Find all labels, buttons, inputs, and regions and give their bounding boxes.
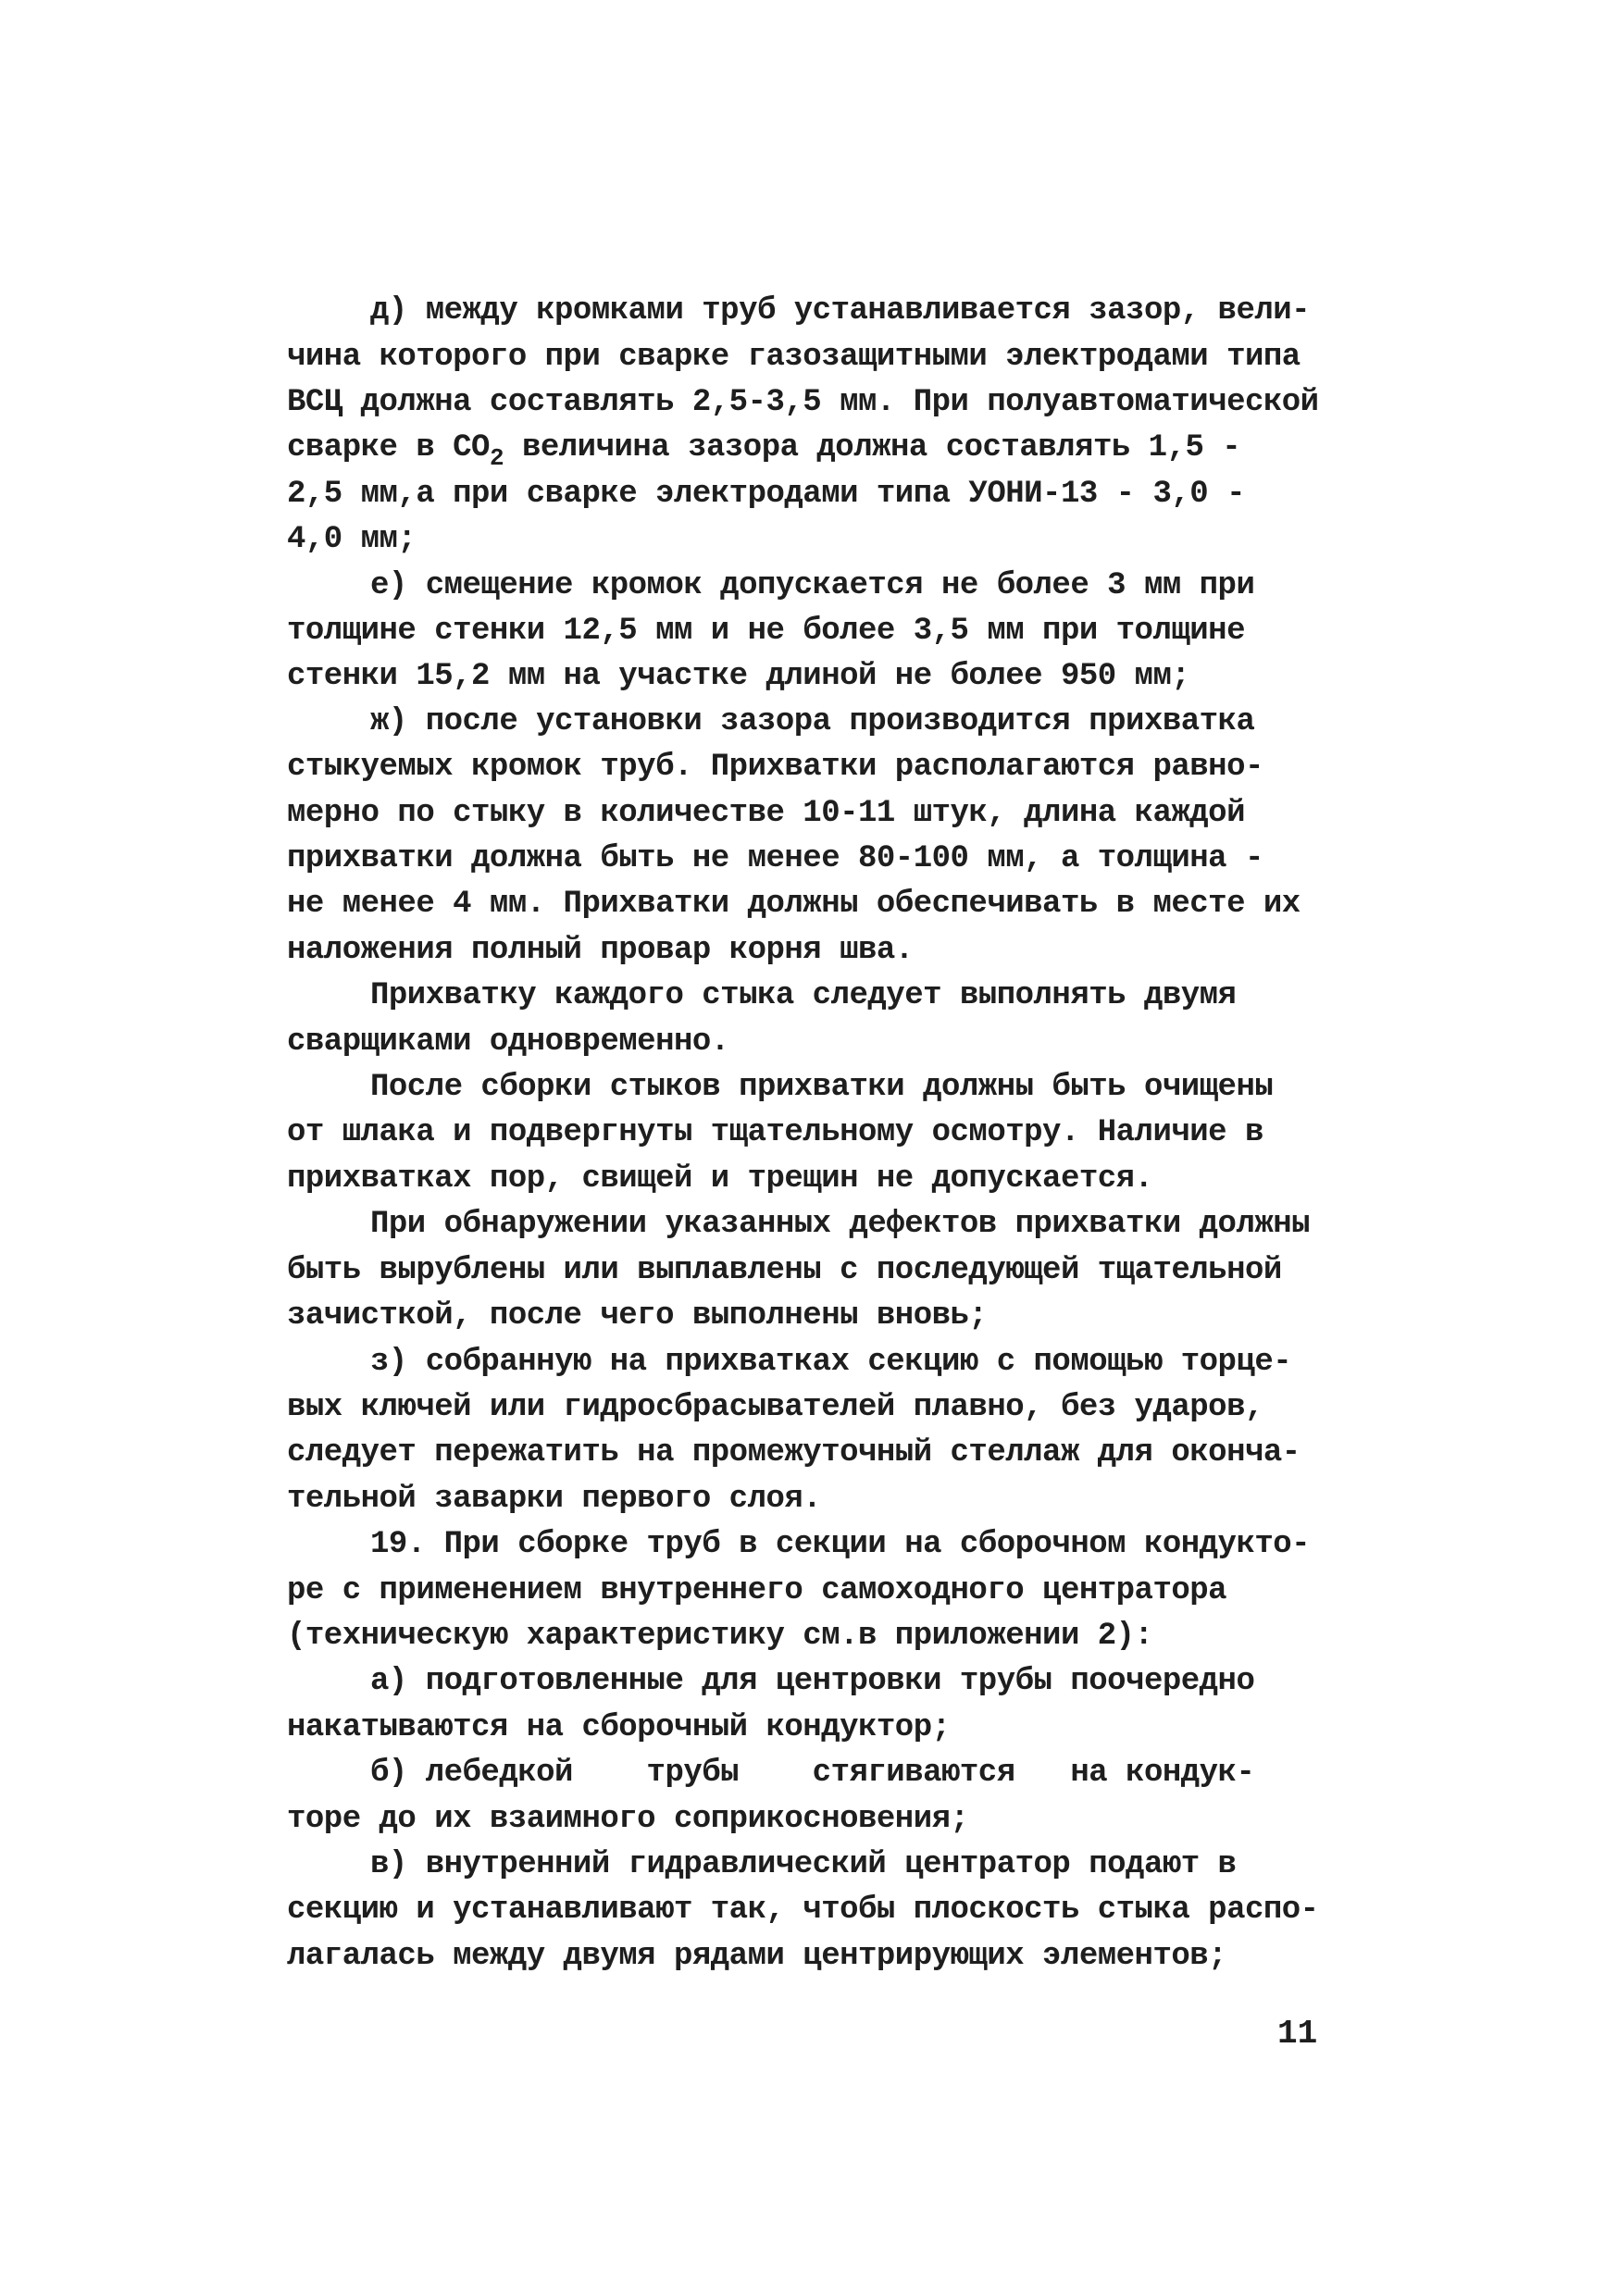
text-line: ре с применением внутреннего самоходного центратора — [287, 1573, 1227, 1608]
text-line: з) собранную на прихватках секцию с помощью торце- — [370, 1345, 1292, 1380]
text-line: После сборки стыков прихватки должны быть очищены — [370, 1070, 1274, 1105]
text-line: от шлака и подвергнуты тщательному осмотру. Наличие в — [287, 1115, 1263, 1150]
text-line: Прихватку каждого стыка следует выполнять двумя — [370, 978, 1237, 1013]
text-line: ж) после установки зазора производится прихватка — [370, 704, 1255, 739]
text-line: 19. При сборке труб в секции на сборочном кондукто- — [370, 1527, 1311, 1562]
text-line: 4,0 мм; — [287, 522, 417, 557]
text-line: мерно по стыку в количестве 10-11 штук, длина каждой — [287, 796, 1245, 831]
text-line: д) между кромками труб устанавливается зазор, вели- — [370, 293, 1311, 329]
text-line: зачисткой, после чего выполнены вновь; — [287, 1298, 988, 1334]
co2-subscript: 2 — [489, 444, 504, 472]
text-line: стенки 15,2 мм на участке длиной не более 950 мм; — [287, 659, 1190, 694]
text-line: тельной заварки первого слоя. — [287, 1482, 822, 1517]
text-line: секцию и устанавливают так, чтобы плоскость стыка распо- — [287, 1893, 1319, 1928]
text-line: ВСЦ должна составлять 2,5-3,5 мм. При полуавтоматической — [287, 385, 1319, 420]
text-line: наложения полный провар корня шва. — [287, 933, 914, 968]
text-line-co2 — [287, 427, 1241, 472]
co2-prefix: сварке в СО — [287, 430, 490, 465]
text-line: вых ключей или гидросбрасывателей плавно, без ударов, — [287, 1390, 1263, 1425]
text-line: торе до их взаимного соприкосновения; — [287, 1802, 969, 1837]
text-line: чина которого при сварке газозащитными электродами типа — [287, 340, 1301, 375]
text-line: в) внутренний гидравлический центратор подают в — [370, 1847, 1237, 1882]
text-line: е) смещение кромок допускается не более 3 мм при — [370, 568, 1255, 603]
text-line: следует пережатить на промежуточный стеллаж для оконча- — [287, 1435, 1301, 1471]
text-line: а) подготовленные для центровки трубы поочередно — [370, 1664, 1255, 1699]
text-line: толщине стенки 12,5 мм и не более 3,5 мм при толщине — [287, 614, 1245, 649]
text-line: лагалась между двумя рядами центрирующих элементов; — [287, 1939, 1227, 1974]
text-line: прихватки должна быть не менее 80-100 мм, а толщина - — [287, 841, 1263, 876]
text-line: (техническую характеристику см.в приложении 2): — [287, 1619, 1153, 1654]
text-line: стыкуемых кромок труб. Прихватки располагаются равно- — [287, 750, 1263, 785]
text-line: быть вырублены или выплавлены с последующей тщательной — [287, 1253, 1282, 1288]
text-line: не менее 4 мм. Прихватки должны обеспечивать в месте их — [287, 887, 1301, 922]
co2-suffix: величина зазора должна составлять 1,5 - — [504, 430, 1241, 465]
text-line: прихватках пор, свищей и трещин не допускается. — [287, 1161, 1153, 1197]
text-line: При обнаружении указанных дефектов прихватки должны — [370, 1207, 1311, 1242]
text-line: сварщиками одновременно. — [287, 1024, 729, 1060]
text-line: 2,5 мм,а при сварке электродами типа УОНИ-13 - 3,0 - — [287, 477, 1245, 512]
page-number: 11 — [1277, 2015, 1318, 2053]
text-line: б) лебедкой трубы стягиваются на кондук- — [370, 1756, 1255, 1791]
text-line: накатываются на сборочный кондуктор; — [287, 1710, 951, 1745]
